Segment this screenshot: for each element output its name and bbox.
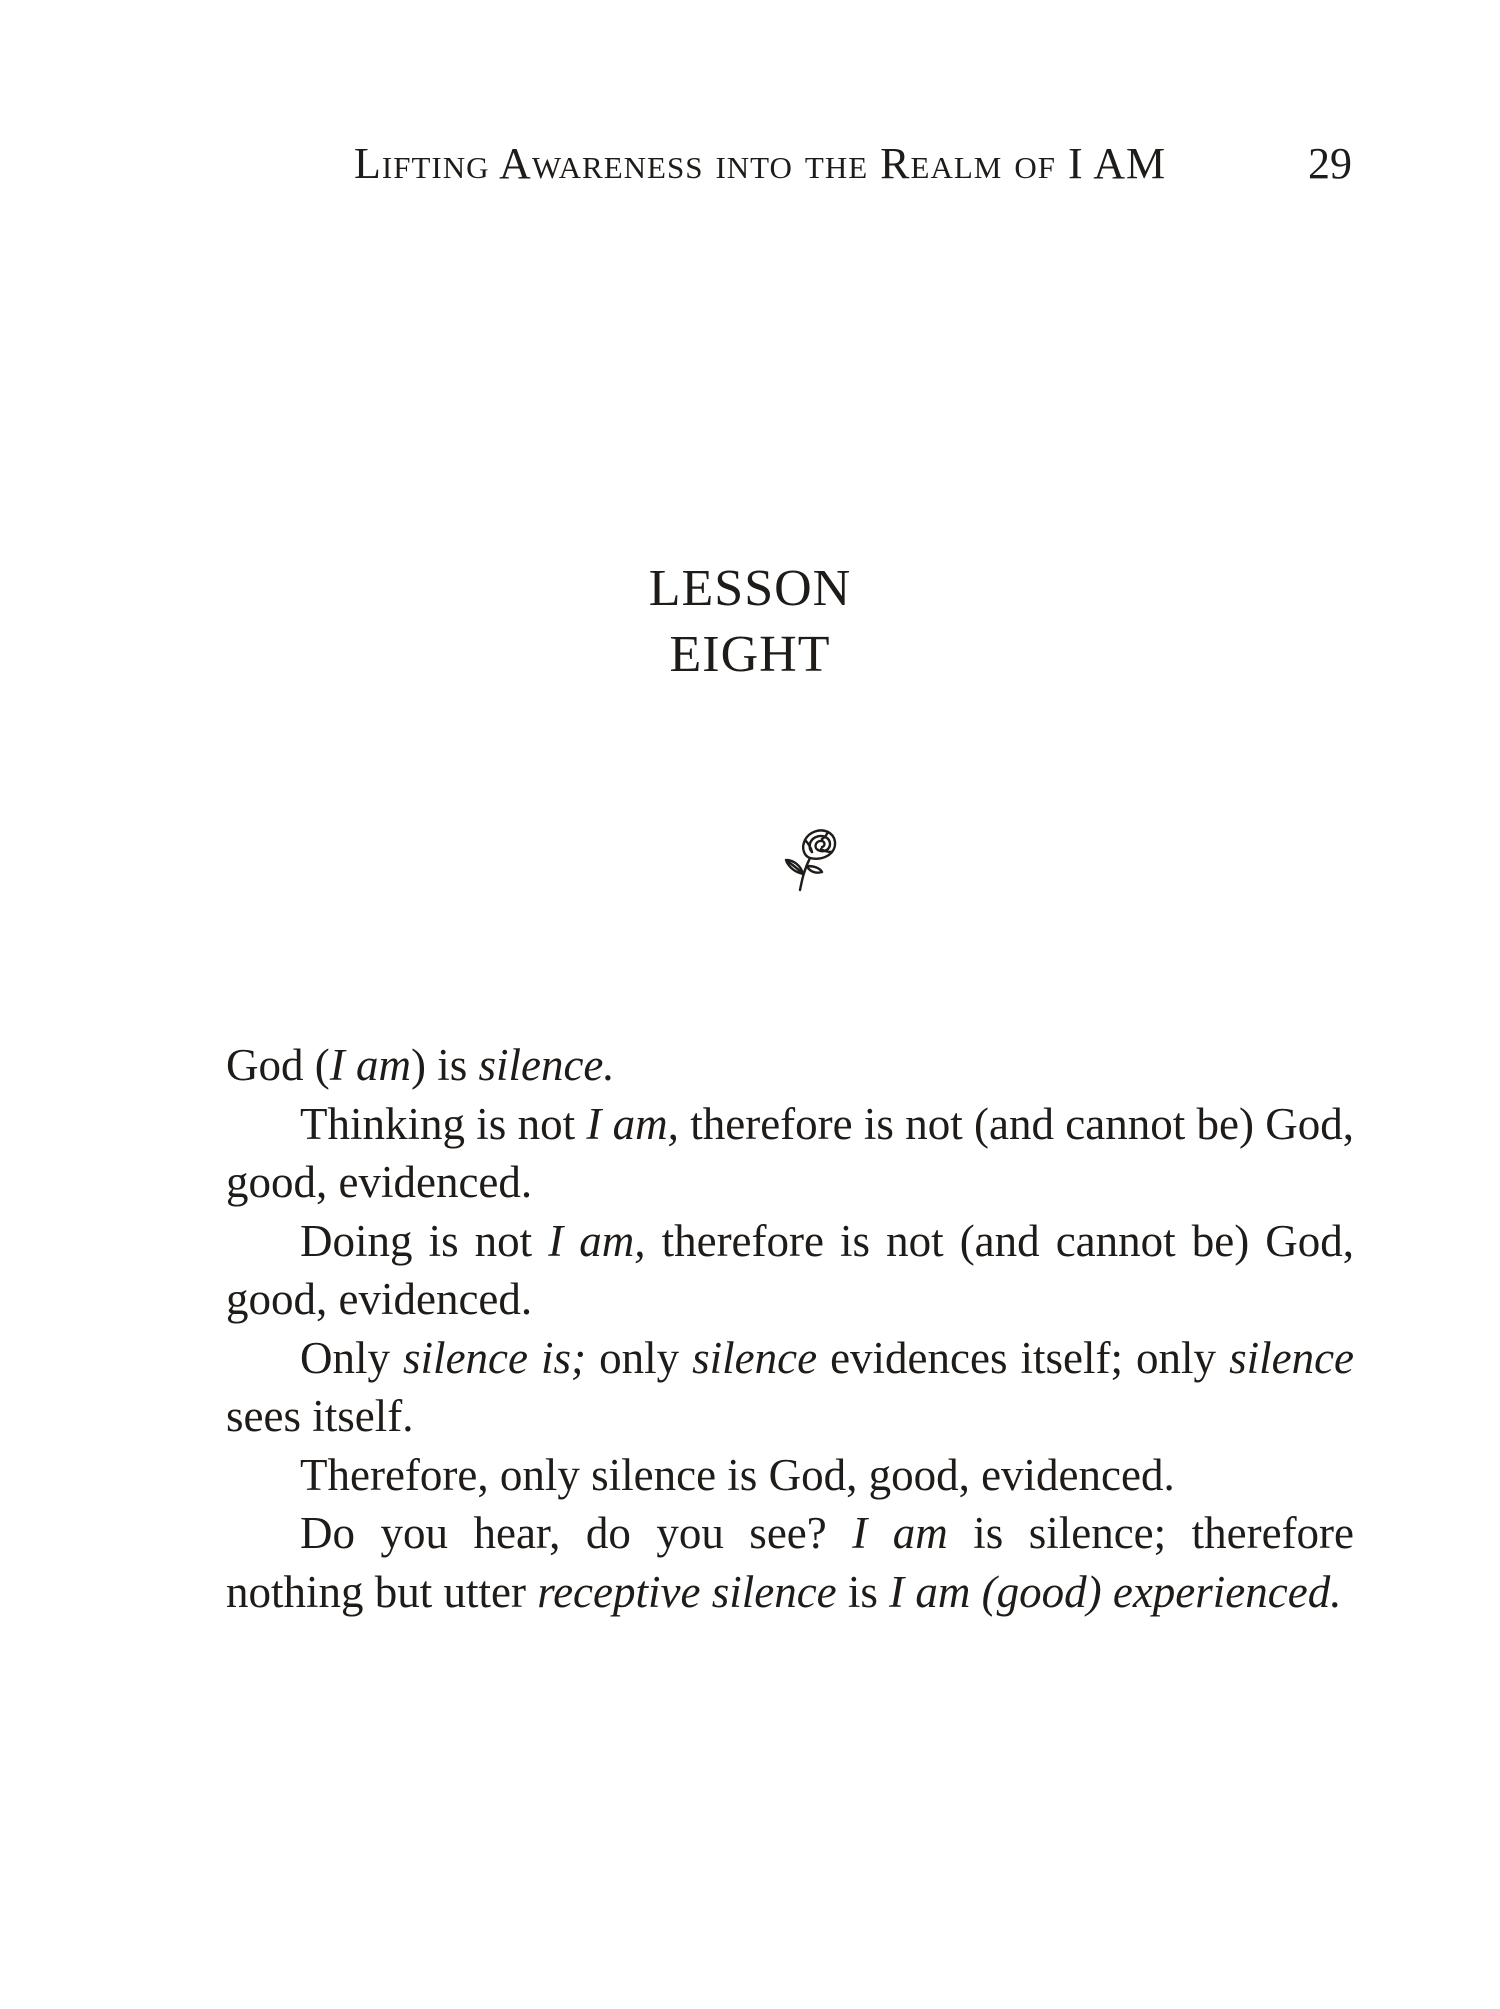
paragraph (226, 1446, 1354, 1505)
text-run: God ( (226, 1040, 330, 1090)
text-run: therefore is not (and cannot be) God, good, evidenced. (226, 1215, 1354, 1324)
italic-text: silence is; (403, 1332, 587, 1383)
text-run: Thinking is not (300, 1098, 587, 1149)
running-title: Lifting Awareness into the Realm of I AM (354, 139, 1167, 188)
text-run: ) is (410, 1040, 479, 1090)
chapter-title (0, 556, 1500, 688)
text-run: Therefore, only silence is God, good, evidenced. (300, 1449, 1175, 1500)
running-head (0, 138, 1500, 198)
paragraph (226, 1036, 1354, 1095)
text-run: only (586, 1332, 693, 1383)
italic-text: receptive silence (537, 1566, 837, 1617)
text-run: evidences itself; only (817, 1332, 1230, 1383)
text-run: is (836, 1566, 890, 1617)
text-run: Doing is not (300, 1215, 549, 1266)
text-run: is silence; therefore nothing but utter (226, 1508, 1355, 1617)
chapter-title-line-2: EIGHT (669, 626, 831, 683)
page-number: 29 (1308, 139, 1352, 188)
italic-text: I am (good) experienced. (889, 1566, 1342, 1617)
paragraph (226, 1212, 1354, 1329)
paragraph (226, 1329, 1354, 1446)
italic-text: silence (692, 1332, 818, 1383)
italic-text: silence (1229, 1332, 1355, 1383)
text-run: Only (300, 1332, 404, 1383)
text-run: sees itself. (226, 1391, 414, 1441)
lesson-body (226, 1036, 1354, 1621)
italic-text: I am, (586, 1098, 679, 1149)
rose-icon (776, 822, 840, 892)
italic-text: silence. (478, 1040, 615, 1090)
chapter-title-line-1: LESSON (648, 560, 852, 617)
text-run: Do you hear, do you see? (300, 1508, 853, 1558)
paragraph (226, 1504, 1354, 1621)
italic-text: I am (852, 1508, 948, 1558)
italic-text: I am (329, 1040, 411, 1090)
text-run: therefore is not (and cannot be) God, good, evidenced. (226, 1098, 1355, 1207)
italic-text: I am, (548, 1215, 646, 1266)
paragraph (226, 1095, 1354, 1212)
